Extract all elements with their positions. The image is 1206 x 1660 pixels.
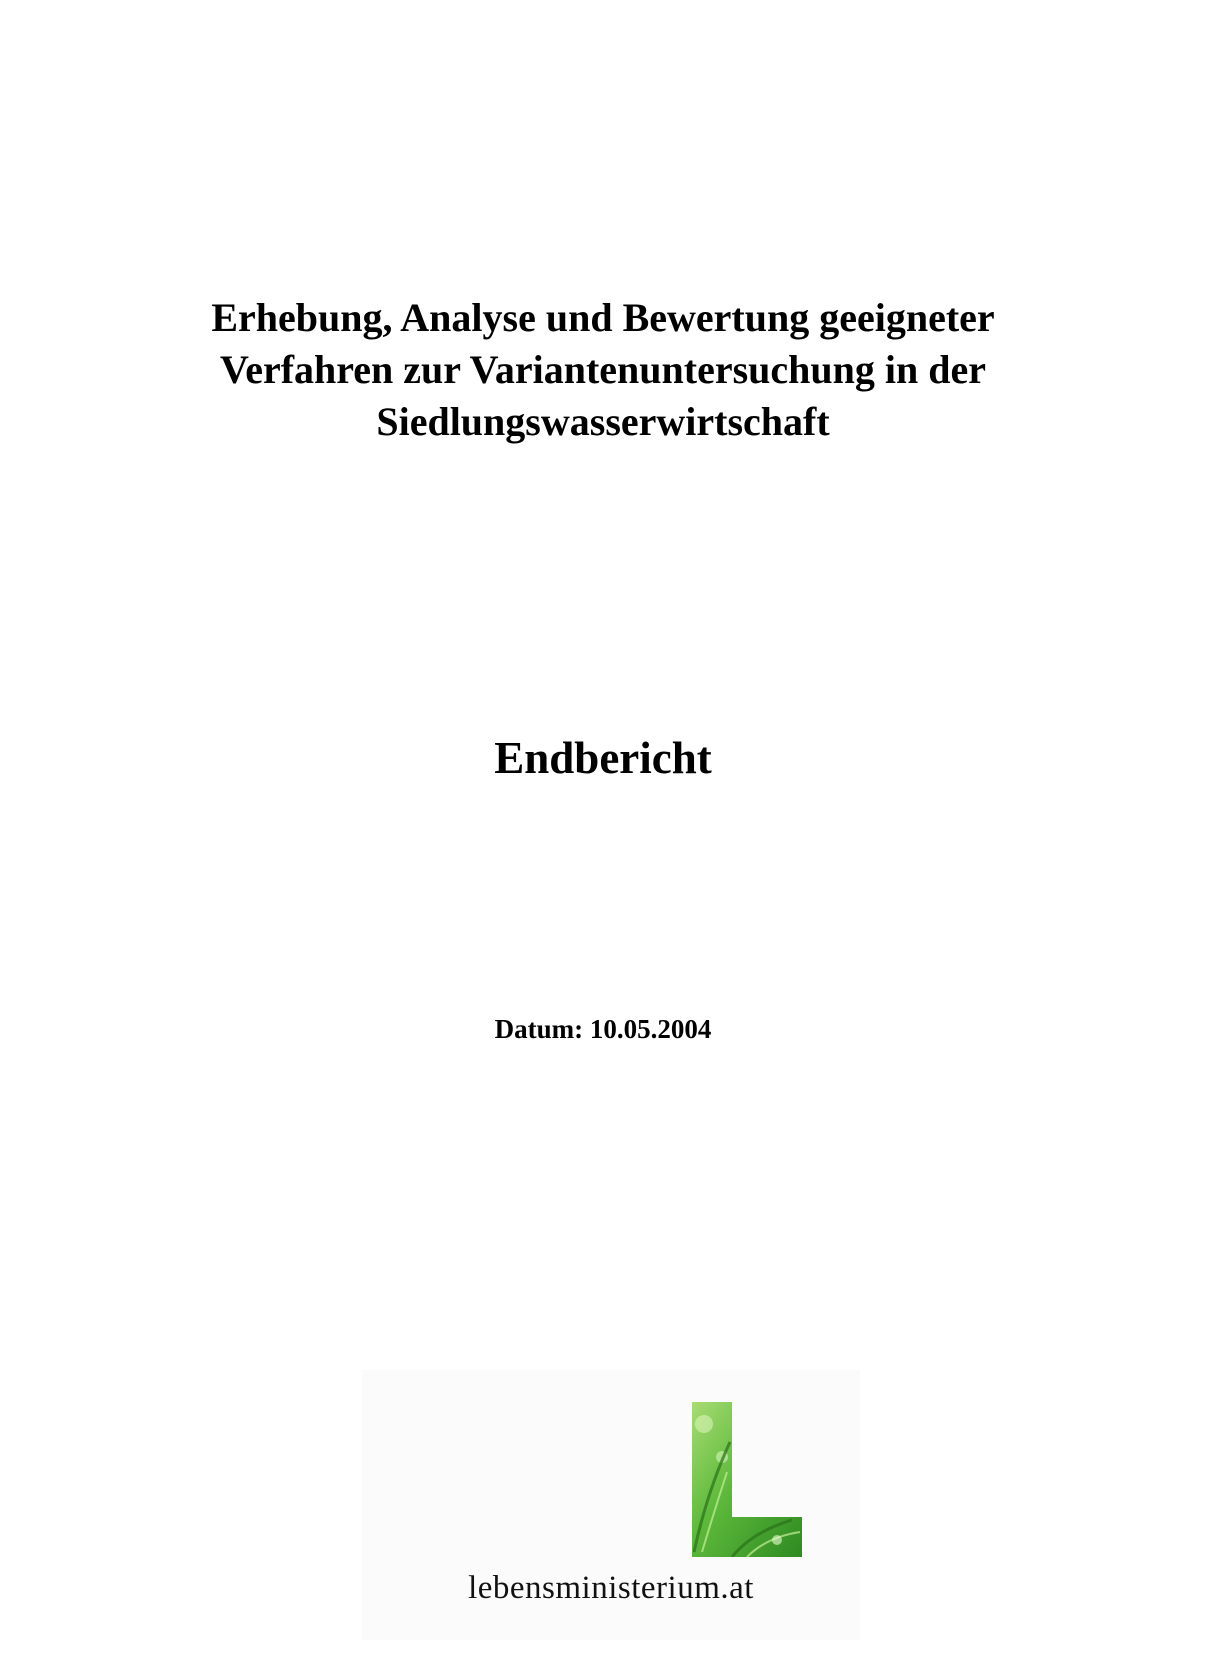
logo-text: lebensministerium.at (468, 1570, 754, 1606)
letter-L-grass-icon (692, 1402, 802, 1557)
title-line-3: Siedlungswasserwirtschaft (376, 399, 830, 444)
title-line-1: Erhebung, Analyse und Bewertung geeigneter (211, 295, 995, 340)
title-line-2: Verfahren zur Variantenuntersuchung in der (219, 347, 986, 392)
ministry-logo (362, 1370, 860, 1640)
document-date: Datum: 10.05.2004 (494, 1014, 712, 1044)
document-subtitle: Endbericht (494, 733, 712, 783)
document-title (0, 292, 1206, 448)
